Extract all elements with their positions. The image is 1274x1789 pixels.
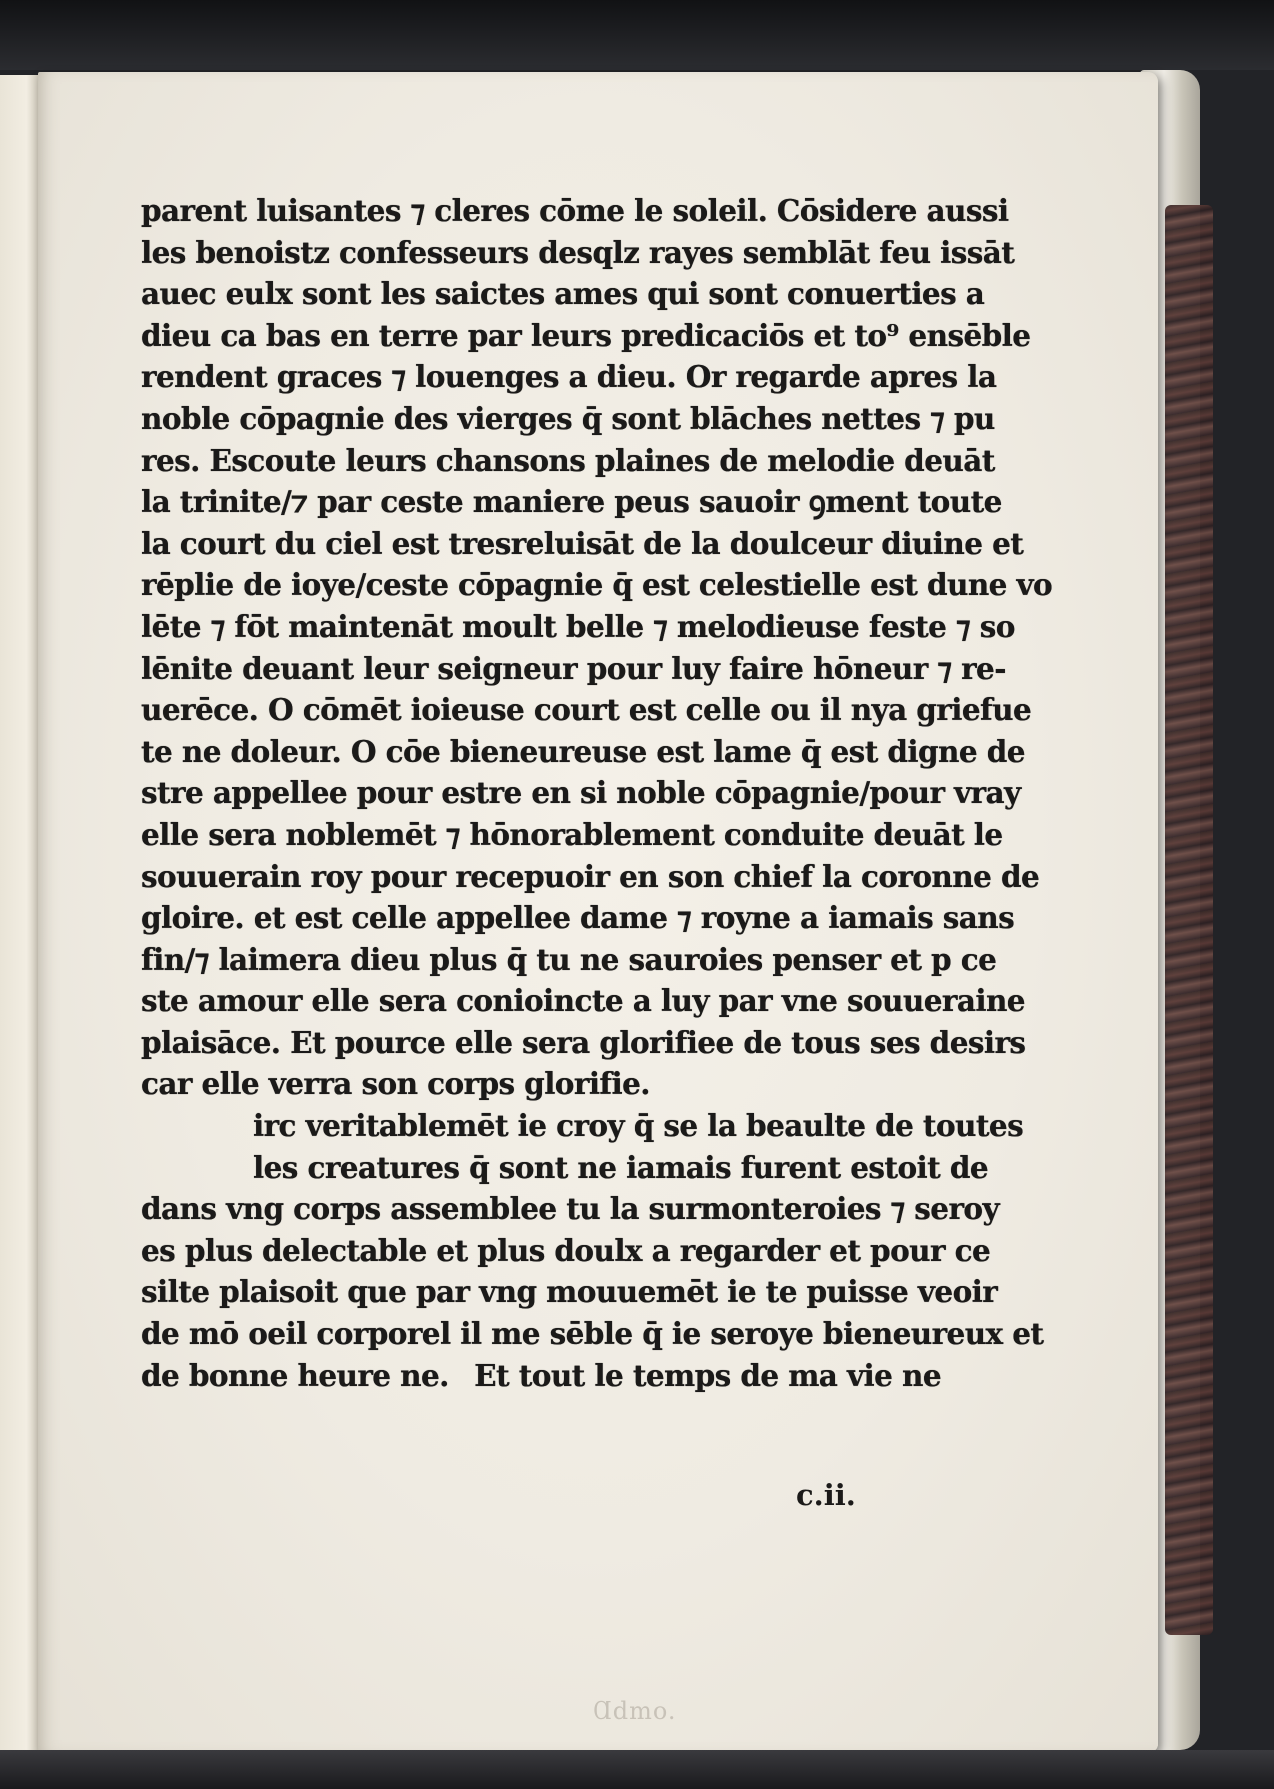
folio-number: c.ii. [796, 1478, 856, 1512]
text-line: plaisāce. Et pource elle sera glorifiee de tous ses desirs [141, 1024, 1026, 1060]
book-page [38, 72, 1158, 1752]
text-line: silte plaisoit que par vng mouuemēt ie te puisse veoir [141, 1274, 998, 1310]
text-line: rēplie de ioye/ceste cōpagnie q̄ est celestielle est dune vo [141, 567, 1053, 603]
body-text [141, 190, 1053, 1396]
text-line: les benoistz confesseurs desqlz rayes semblāt feu issāt [141, 234, 1015, 270]
text-line: es plus delectable et plus doulx a regarder et pour ce [141, 1232, 991, 1268]
text-line: lēnite deuant leur seigneur pour luy faire hōneur ⁊ re- [141, 650, 1006, 686]
text-line: la trinite/⁊ par ceste maniere peus sauoir ꝯment toute [141, 484, 1002, 520]
text-line: te ne doleur. O cōe bieneureuse est lame q̄ est digne de [141, 733, 1025, 769]
text-line: irc veritablemēt ie croy q̄ se la beaulte de toutes [253, 1108, 1024, 1144]
text-line: noble cōpagnie des vierges q̄ sont blāches nettes ⁊ pu [141, 400, 995, 436]
text-line: souuerain roy pour recepuoir en son chief la coronne de [141, 858, 1040, 894]
background-bottom [0, 1750, 1274, 1789]
marbled-cover [1165, 205, 1213, 1635]
text-line: stre appellee pour estre en si noble cōpagnie/pour vray [141, 775, 1021, 811]
text-line: car elle verra son corps glorifie. [141, 1066, 650, 1102]
text-line: de mō oeil corporel il me sēble q̄ ie seroye bieneureux et [141, 1316, 1044, 1352]
text-line: dans vng corps assemblee tu la surmonteroies ⁊ seroy [141, 1191, 1000, 1227]
text-line: auec eulx sont les saictes ames qui sont conuerties a [141, 276, 985, 312]
text-line: la court du ciel est tresreluisāt de la doulceur diuine et [141, 525, 1024, 561]
text-line: ste amour elle sera conioincte a luy par vne souueraine [141, 983, 1025, 1019]
text-line: res. Escoute leurs chansons plaines de melodie deuāt [141, 442, 995, 478]
text-line: parent luisantes ⁊ cleres cōme le soleil. Cōsidere aussi [141, 193, 1009, 228]
text-line: lēte ⁊ fōt maintenāt moult belle ⁊ melodieuse feste ⁊ so [141, 608, 1015, 644]
text-line: les creatures q̄ sont ne iamais furent estoit de [253, 1149, 989, 1185]
text-line: uerēce. O cōmēt ioieuse court est celle ou il nya griefue [141, 692, 1032, 728]
background-top [0, 0, 1274, 70]
text-line: fin/⁊ laimera dieu plus q̄ tu ne sauroies penser et p ce [141, 941, 997, 977]
left-page-edge [0, 75, 40, 1750]
text-line: gloire. et est celle appellee dame ⁊ royne a iamais sans [141, 900, 1015, 936]
text-fragment: Et tout le temps de ma vie ne [474, 1357, 941, 1393]
library-stamp: Ɑdmo. [593, 1697, 677, 1725]
text-line: rendent graces ⁊ louenges a dieu. Or regarde apres la [141, 359, 997, 395]
text-line-final [141, 1355, 941, 1397]
text-line: elle sera noblemēt ⁊ hōnorablement conduite deuāt le [141, 816, 1003, 852]
text-line: dieu ca bas en terre par leurs predicaciōs et to⁹ ensēble [141, 317, 1031, 353]
text-fragment: de bonne heure ne. [141, 1357, 449, 1393]
